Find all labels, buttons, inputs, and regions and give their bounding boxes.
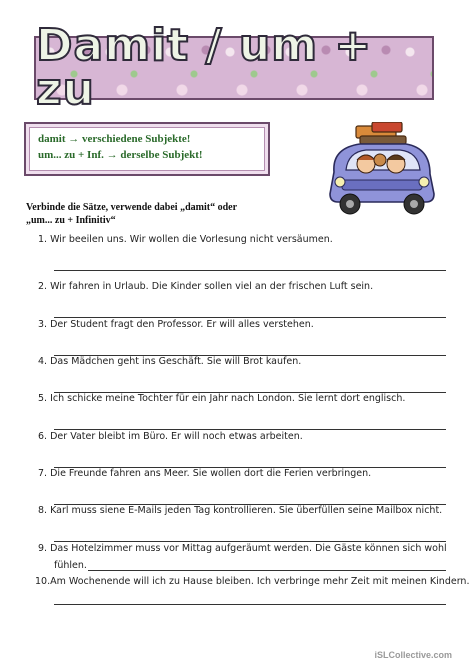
- arrow-icon: →: [68, 133, 80, 145]
- exercise-number: 8.: [38, 505, 48, 516]
- title-banner: [34, 20, 434, 115]
- exercise-number: 3.: [38, 319, 48, 330]
- task-instructions: [26, 201, 316, 227]
- exercise-text: [38, 319, 443, 331]
- exercise-text: [38, 234, 443, 246]
- worksheet-title: Damit / um + zu: [36, 20, 373, 115]
- exercise-number: 9.: [38, 543, 48, 554]
- exercise-text: [38, 431, 443, 443]
- exercise-sentence: Am Wochenende will ich zu Hause bleiben. Ich verbringe mehr Zeit mit meinen Kindern.: [50, 576, 470, 587]
- answer-line[interactable]: [54, 270, 446, 271]
- exercise-number: 4.: [38, 356, 48, 367]
- instructions-line-1: Verbinde die Sätze, verwende dabei „damit“ oder: [26, 202, 238, 213]
- exercise-sentence: Ich schicke meine Tochter für ein Jahr nach London. Sie lernt dort englisch.: [50, 393, 406, 404]
- exercise-text: [38, 543, 447, 555]
- exercise-number: 5.: [38, 393, 48, 404]
- exercise-number: 10.: [35, 576, 51, 587]
- rule-left: damit: [38, 133, 66, 145]
- grammar-rule-inner: [29, 127, 265, 171]
- exercise-sentence: Der Student fragt den Professor. Er will alles verstehen.: [50, 319, 314, 330]
- rule-right: derselbe Subjekt!: [120, 149, 203, 161]
- exercise-sentence: Die Freunde fahren ans Meer. Sie wollen dort die Ferien verbringen.: [50, 468, 372, 479]
- exercise-text: [35, 576, 470, 588]
- exercise-text: [38, 468, 443, 480]
- exercise-number: 2.: [38, 281, 48, 292]
- rule-left: um... zu + Inf.: [38, 149, 104, 161]
- exercise-text: [38, 393, 443, 405]
- rule-um-zu: [38, 147, 256, 163]
- answer-line[interactable]: [54, 604, 446, 605]
- arrow-icon: →: [106, 149, 118, 161]
- exercise-number: 1.: [38, 234, 48, 245]
- rule-damit: [38, 131, 256, 147]
- instructions-line-2: „um... zu + Infinitiv“: [26, 215, 116, 226]
- rule-right: verschiedene Subjekte!: [82, 133, 191, 145]
- grammar-rule-box: [24, 122, 270, 176]
- exercise-sentence: Wir beeilen uns. Wir wollen die Vorlesung nicht versäumen.: [50, 234, 333, 245]
- exercise-sentence: Karl muss siene E-Mails jeden Tag kontrollieren. Sie überfüllen seine Mailbox nicht.: [50, 505, 443, 516]
- answer-line[interactable]: [54, 429, 446, 430]
- exercise-number: 7.: [38, 468, 48, 479]
- answer-line[interactable]: [88, 570, 446, 571]
- exercise-text: [38, 356, 443, 368]
- exercise-text: [38, 505, 443, 517]
- car-cartoon-illustration: [322, 122, 442, 218]
- exercise-sentence: Das Mädchen geht ins Geschäft. Sie will Brot kaufen.: [50, 356, 302, 367]
- exercise-sentence: Der Vater bleibt im Büro. Er will noch etwas arbeiten.: [50, 431, 303, 442]
- site-watermark: iSLCollective.com: [374, 650, 452, 660]
- exercise-sentence: Wir fahren in Urlaub. Die Kinder sollen viel an der frischen Luft sein.: [50, 281, 374, 292]
- exercise-number: 6.: [38, 431, 48, 442]
- exercise-text: [38, 281, 443, 293]
- answer-line[interactable]: [54, 541, 446, 542]
- answer-line[interactable]: [54, 317, 446, 318]
- exercise-sentence: Das Hotelzimmer muss vor Mittag aufgeräumt werden. Die Gäste können sich wohl: [50, 543, 447, 554]
- exercise-sentence-continuation: fühlen.: [54, 560, 87, 571]
